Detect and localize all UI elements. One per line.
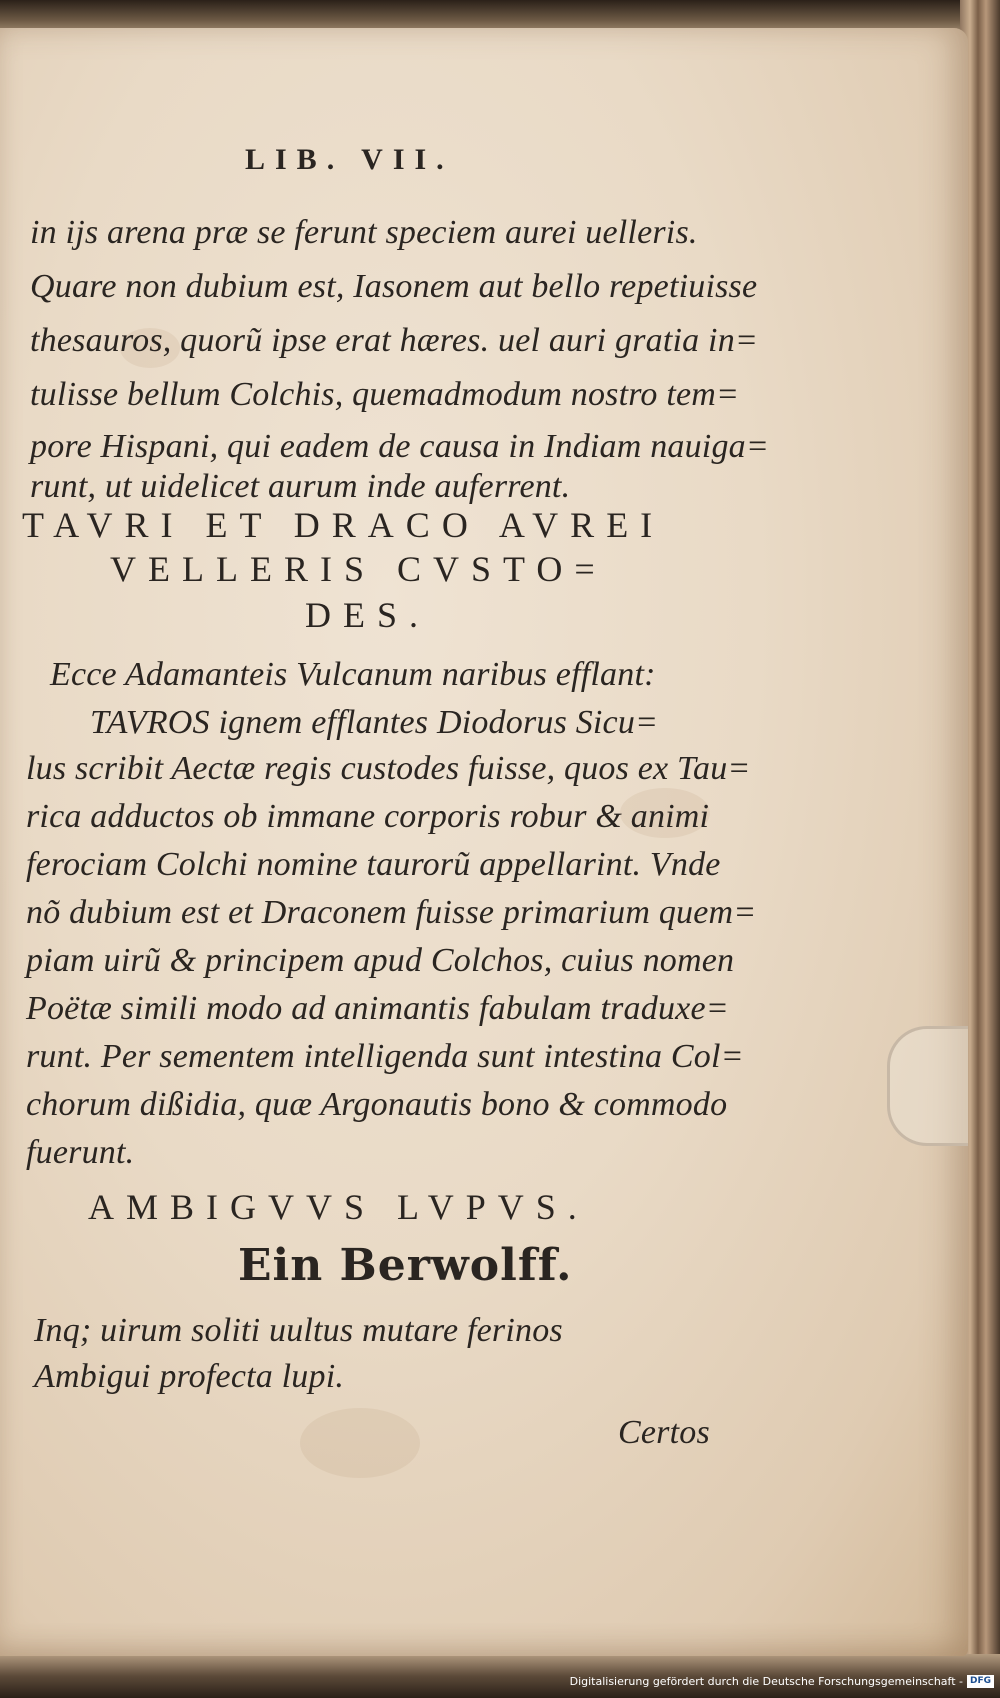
text-line: TAVROS ignem efflantes Diodorus Sicu= xyxy=(90,704,659,741)
verse-quote: Ecce Adamanteis Vulcanum naribus efflant: xyxy=(50,656,656,693)
section-heading: TAVRI ET DRACO AVREI xyxy=(22,505,665,545)
text-line: thesauros, quorũ ipse erat hæres. uel auri gratia in= xyxy=(30,322,759,359)
text-line: Poëtæ simili modo ad animantis fabulam traduxe= xyxy=(26,990,729,1027)
text-line: Quare non dubium est, Iasonem aut bello repetiuisse xyxy=(30,268,758,305)
running-head: LIB. VII. xyxy=(245,143,454,176)
text-line: runt, ut uidelicet aurum inde auferrent. xyxy=(30,468,571,505)
section-heading: VELLERIS CVSTO= xyxy=(110,549,607,589)
text-line: runt. Per sementem intelligenda sunt intestina Col= xyxy=(26,1038,744,1075)
clasp-mark xyxy=(887,1026,968,1146)
credit-text: Digitalisierung gefördert durch die Deutsche Forschungsgemeinschaft - xyxy=(569,1675,963,1688)
section-heading: AMBIGVVS LVPVS. xyxy=(88,1187,589,1227)
text-line: chorum dißidia, quæ Argonautis bono & commodo xyxy=(26,1086,728,1123)
digitization-credit xyxy=(570,1675,994,1688)
text-line: piam uirũ & principem apud Colchos, cuius nomen xyxy=(26,942,735,979)
text-line: nõ dubium est et Draconem fuisse primarium quem= xyxy=(26,894,757,931)
catchword: Certos xyxy=(618,1414,710,1451)
verse-line: Inq; uirum soliti uultus mutare ferinos xyxy=(34,1312,563,1349)
text-line: lus scribit Aectæ regis custodes fuisse, quos ex Tau= xyxy=(26,750,751,787)
text-line: pore Hispani, qui eadem de causa in Indiam nauiga= xyxy=(30,428,769,465)
text-line: fuerunt. xyxy=(26,1134,135,1171)
text-line: rica adductos ob immane corporis robur & animi xyxy=(26,798,710,835)
page-paper xyxy=(0,28,968,1656)
text-line: ferociam Colchi nomine taurorũ appellarint. Vnde xyxy=(26,846,721,883)
verse-line: Ambigui profecta lupi. xyxy=(34,1358,345,1395)
section-heading: DES. xyxy=(305,595,431,635)
german-heading: Ein Berwolff. xyxy=(238,1240,573,1291)
dfg-logo: DFG xyxy=(967,1675,994,1688)
text-line: in ijs arena præ se ferunt speciem aurei uelleris. xyxy=(30,214,698,251)
text-line: tulisse bellum Colchis, quemadmodum nostro tem= xyxy=(30,376,740,413)
foxing-spot xyxy=(300,1408,420,1478)
